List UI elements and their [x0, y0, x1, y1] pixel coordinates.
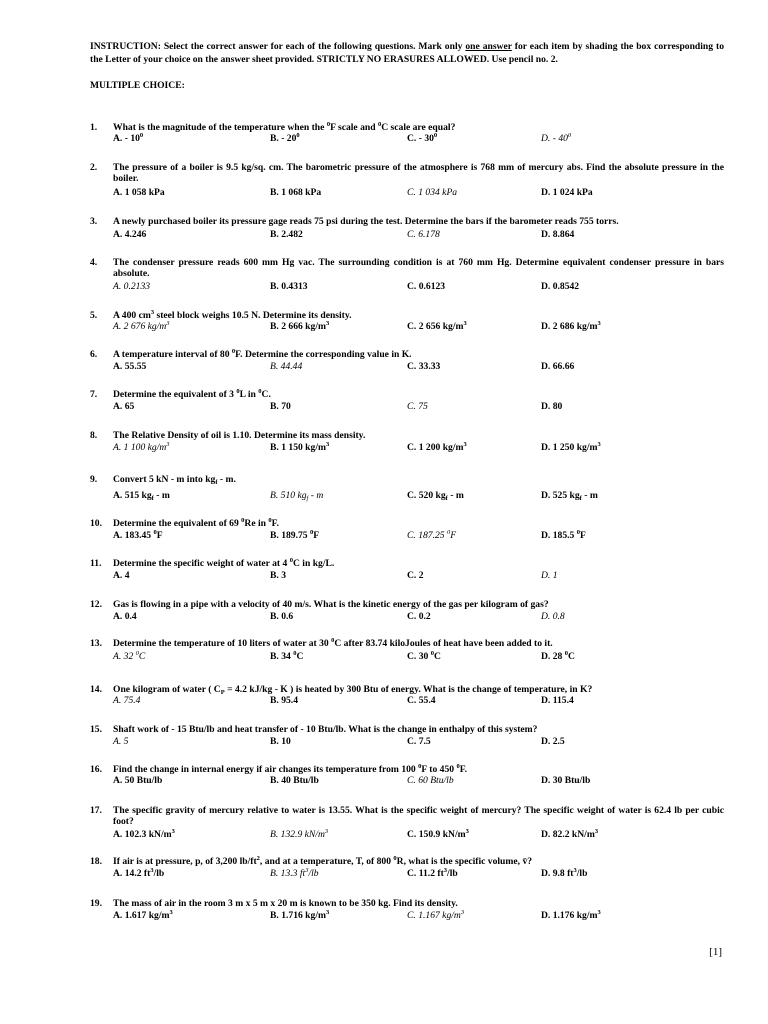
answer-option-c: C. 33.33 [407, 361, 441, 372]
question-text: The pressure of a boiler is 9.5 kg/sq. cm. The barometric pressure of the atmosphere is 768 mm of mercury abs. Find the absolute pressure in the boiler. [113, 162, 724, 184]
page-number: [1] [709, 946, 722, 958]
question-text: The condenser pressure reads 600 mm Hg vac. The surrounding condition is at 760 mm Hg. Determine equivalent condenser pressure in bars absolute. [113, 257, 724, 279]
answer-option-a: A. 1 058 kPa [113, 187, 165, 198]
question-text: Determine the equivalent of 3 $^0$L in $^0$C. [113, 388, 271, 400]
answer-option-d: D. 2.5 [541, 736, 565, 747]
answer-option-b: B. 1 150 $kg/m^3$ [270, 441, 330, 453]
answer-option-c: C. 0.6123 [407, 281, 446, 292]
question-text: Determine the temperature of 10 liters of water at 30 $^0$C after 83.74 kiloJoules of heat have been added to it. [113, 637, 553, 649]
answer-option-b: B. 44.44 [270, 361, 303, 372]
answer-option-b: B. 3 [270, 570, 286, 581]
answer-option-a: A. 14.2 $ft^3/lb$ [113, 867, 165, 879]
answer-option-b: B. 2 666 $kg/m^3$ [270, 320, 330, 332]
answer-option-b: B. 34 $^0$C [270, 650, 304, 662]
answer-option-c: C. 7.5 [407, 736, 431, 747]
question-number: 17. [90, 805, 102, 816]
answer-option-a: A. 75.4 [113, 695, 141, 706]
answer-option-d: D. 1 [541, 570, 558, 581]
question-number: 16. [90, 764, 102, 775]
answer-option-a: A. 4 [113, 570, 130, 581]
question-number: 7. [90, 389, 98, 400]
question-number: 4. [90, 257, 98, 268]
answer-option-a: A. 4.246 [113, 229, 147, 240]
answer-option-d: D. 0.8542 [541, 281, 580, 292]
answer-option-d: D. 30 Btu/lb [541, 775, 591, 786]
answer-option-c: C. 520 $kg_f$ - m [407, 490, 464, 502]
answer-option-d: D. 115.4 [541, 695, 574, 706]
question-number: 5. [90, 310, 98, 321]
question-number: 14. [90, 684, 102, 695]
answer-option-b: B. 2.482 [270, 229, 303, 240]
answer-option-a: A. 65 [113, 401, 135, 412]
question-text: Gas is flowing in a pipe with a velocity of 40 m/s. What is the kinetic energy of the gas per kilogram of gas? [113, 599, 549, 610]
question-text: A temperature interval of 80 $^0$F. Determine the corresponding value in K. [113, 348, 412, 360]
answer-option-c: C. 55.4 [407, 695, 436, 706]
answer-option-a: A. 1.617 $kg/m^3$ [113, 909, 173, 921]
answer-option-a: A. 50 Btu/lb [113, 775, 163, 786]
answer-option-a: A. 1 100 $kg/m^3$ [113, 441, 170, 453]
answer-option-d: D. 2 686 $kg/m^3$ [541, 320, 601, 332]
answer-option-c: C. 0.2 [407, 611, 431, 622]
question-number: 13. [90, 638, 102, 649]
answer-option-d: D. 8.864 [541, 229, 575, 240]
answer-option-b: B. 95.4 [270, 695, 298, 706]
question-number: 8. [90, 430, 98, 441]
answer-option-b: B. 189.75 $^0$F [270, 529, 320, 541]
question-number: 9. [90, 474, 98, 485]
answer-option-d: D. 82.2 $kN/m^3$ [541, 828, 599, 840]
answer-option-b: B. 13.3 $ft^3/lb$ [270, 867, 319, 879]
answer-option-d: D. 0.8 [541, 611, 565, 622]
question-number: 11. [90, 558, 102, 569]
answer-option-a: A. - $10^0$ [113, 132, 144, 144]
question-number: 15. [90, 724, 102, 735]
answer-option-d: D. 1 250 $kg/m^3$ [541, 441, 601, 453]
answer-option-a: A. 515 $kg_f$ - m [113, 490, 170, 502]
question-text: Convert 5 kN - m into $kg_f$ - m. [113, 474, 236, 486]
answer-option-a: A. 55.55 [113, 361, 147, 372]
answer-option-b: B. 132.9 $kN/m^3$ [270, 828, 329, 840]
answer-option-c: C. 1 200 $kg/m^3$ [407, 441, 467, 453]
question-text: Shaft work of - 15 Btu/lb and heat transfer of - 10 Btu/lb. What is the change in enthalpy of this system? [113, 724, 538, 735]
instruction-paragraph [90, 40, 724, 66]
answer-option-c: C. 1.167 $kg/m^3$ [407, 909, 465, 921]
answer-option-c: C. 75 [407, 401, 428, 412]
answer-option-b: B. 70 [270, 401, 291, 412]
answer-option-b: B. 10 [270, 736, 291, 747]
answer-option-b: B. 0.6 [270, 611, 294, 622]
question-number: 19. [90, 898, 102, 909]
answer-option-b: B. 510 $kg_f$ - m [270, 490, 324, 502]
answer-option-c: C. 2 [407, 570, 424, 581]
answer-option-d: D. 1.176 $kg/m^3$ [541, 909, 601, 921]
answer-option-b: B. 0.4313 [270, 281, 308, 292]
answer-option-a: A. 0.4 [113, 611, 137, 622]
question-text: Determine the equivalent of 69 $^0$Re in $^0$F. [113, 517, 280, 529]
answer-option-a: A. 2 676 $kg/m^3$ [113, 320, 170, 332]
question-text: What is the magnitude of the temperature when the $^0$F scale and $^0$C scale are equal? [113, 121, 456, 133]
answer-option-d: D. 66.66 [541, 361, 575, 372]
answer-option-c: C. 2 656 $kg/m^3$ [407, 320, 467, 332]
question-number: 12. [90, 599, 102, 610]
answer-option-d: D. 185.5 $^0$F [541, 529, 586, 541]
exam-document [90, 40, 724, 91]
question-text: A newly purchased boiler its pressure gage reads 75 psi during the test. Determine the bars if the barometer reads 755 torrs. [113, 216, 619, 227]
question-number: 18. [90, 856, 102, 867]
answer-option-d: D. 1 024 kPa [541, 187, 593, 198]
answer-option-a: A. 5 [113, 736, 129, 747]
answer-option-d: D. - $40^0$ [541, 132, 572, 144]
answer-option-b: B. 1.716 $kg/m^3$ [270, 909, 330, 921]
question-text: If air is at pressure, p, of 3,200 $lb/ft^2$, and at a temperature, T, of 800 $^0$R, what is the specific volume, v̄? [113, 855, 533, 867]
answer-option-a: A. 183.45 $^0$F [113, 529, 163, 541]
instruction-text-2: for each item by shading the box corresponding to the Letter of your choice on the answer sheet provided. STRICTLY NO ERASURES ALLOWED. Use pencil no. 2. [90, 41, 725, 65]
instruction-emphasis: one answer [465, 41, 512, 52]
question-text: Find the change in internal energy if air changes its temperature from 100 $^0$F to 450 $^0$F. [113, 763, 468, 775]
answer-option-d: D. 9.8 $ft^3/lb$ [541, 867, 588, 879]
answer-option-a: A. 0.2133 [113, 281, 151, 292]
answer-option-c: C. 187.25 $^0$F [407, 529, 457, 541]
answer-option-d: D. 525 $kg_f$ - m [541, 490, 598, 502]
instruction-text-1: INSTRUCTION: Select the correct answer for each of the following questions. Mark only [90, 41, 466, 52]
answer-option-c: C. 1 034 kPa [407, 187, 458, 198]
question-number: 10. [90, 518, 102, 529]
answer-option-c: C. - $30^0$ [407, 132, 438, 144]
answer-option-c: C. 11.2 $ft^3/lb$ [407, 867, 458, 879]
question-number: 3. [90, 216, 98, 227]
answer-option-c: C. 60 Btu/lb [407, 775, 454, 786]
answer-option-a: A. 32 $^0$C [113, 650, 146, 662]
question-text: The specific gravity of mercury relative to water is 13.55. What is the specific weight of mercury? The specific weight of water is 62.4 lb per cubic foot? [113, 805, 724, 827]
question-text: One kilogram of water ( $C_P = 4.2$ kJ/kg - K ) is heated by 300 Btu of energy. What is the change of temperature, in K? [113, 684, 593, 696]
question-number: 1. [90, 122, 98, 133]
answer-option-b: B. 1 068 kPa [270, 187, 322, 198]
question-text: A 400 $cm^3$ steel block weighs 10.5 N. Determine its density. [113, 309, 352, 321]
answer-option-a: A. 102.3 $kN/m^3$ [113, 828, 175, 840]
question-text: The Relative Density of oil is 1.10. Determine its mass density. [113, 430, 366, 441]
question-text: Determine the specific weight of water at 4 $^0$C in kg/L. [113, 557, 335, 569]
answer-option-d: D. 28 $^0$C [541, 650, 575, 662]
section-heading: MULTIPLE CHOICE: [90, 80, 185, 91]
answer-option-c: C. 150.9 $kN/m^3$ [407, 828, 469, 840]
answer-option-d: D. 80 [541, 401, 563, 412]
question-number: 6. [90, 349, 98, 360]
question-text: The mass of air in the room 3 m x 5 m x 20 m is known to be 350 kg. Find its density. [113, 898, 458, 909]
answer-option-b: B. 40 Btu/lb [270, 775, 319, 786]
answer-option-c: C. 30 $^0$C [407, 650, 441, 662]
answer-option-b: B. - $20^0$ [270, 132, 300, 144]
question-number: 2. [90, 162, 98, 173]
answer-option-c: C. 6.178 [407, 229, 440, 240]
